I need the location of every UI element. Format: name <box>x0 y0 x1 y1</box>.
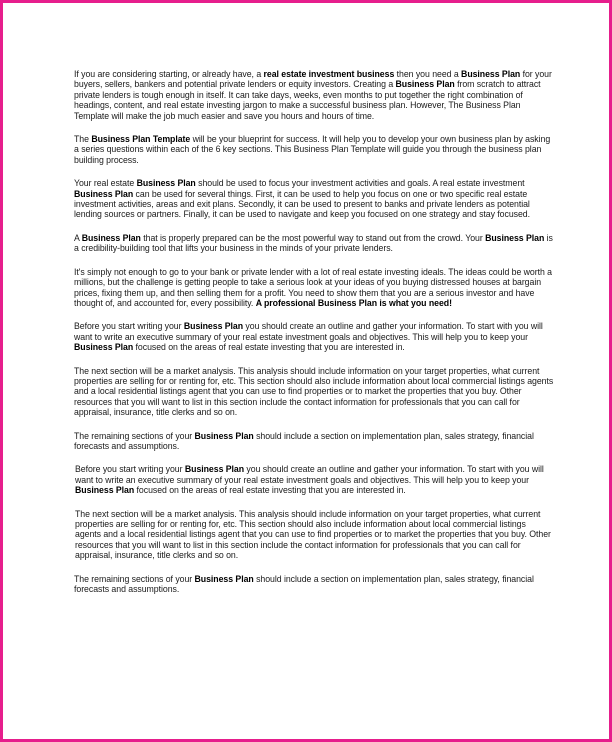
paragraph <box>74 267 554 309</box>
bold-text: Business Plan <box>461 69 521 79</box>
text-run: A <box>74 232 82 243</box>
text-run: The <box>74 134 92 145</box>
paragraph <box>74 574 554 595</box>
bold-text: Business Plan <box>184 464 245 475</box>
paragraph <box>74 233 554 254</box>
bold-text: A professional Business Plan is what you need! <box>255 297 452 308</box>
paragraph <box>74 366 554 418</box>
text-run: should include a section on implementation plan, sales strategy, financial forecasts and assumptions. <box>74 573 534 595</box>
bold-text: Business Plan <box>81 232 141 243</box>
paragraph <box>74 134 554 165</box>
paragraph <box>74 178 554 220</box>
text-run: you should create an outline and gather your information. To start with you will want to write an executive summary of your real estate investment goals and objectives. This will help you to keep your <box>74 321 543 342</box>
text-run: for your buyers, sellers, bankers and potential private lenders or equity investors. Creating a <box>74 69 552 90</box>
text-run: will be your blueprint for success. It will help you to develop your own business plan by asking a series questions within each of the 6 key sections. This Business Plan Template will guide you through the business plan building process. <box>74 134 551 165</box>
bold-text: Business Plan Template <box>91 134 191 145</box>
text-run: Your real estate <box>74 178 137 189</box>
text-run: you should create an outline and gather your information. To start with you will want to write an executive summary of your real estate investment goals and objectives. This will help you to keep your <box>75 464 544 485</box>
document-body <box>74 69 554 607</box>
bold-text: Business Plan <box>183 321 244 332</box>
text-run: It's simply not enough to go to your bank or private lender with a lot of real estate investing ideals. The ideas could be worth a millions, but the challenge is getting people to take a serious look at your ideas of you buying distressed houses at bargain prices, fixing them up, and then selling them for a profit. You need to show them that you are a serious investor and have thought of, and accounted for, every possibility. <box>74 266 552 308</box>
text-run: The next section will be a market analysis. This analysis should include information on your target properties, what current properties are selling for or renting for, etc. This section should also include information about local commercial listings agents and a local residential listings agent that you can use to find properties or to market the properties that you buy. Other resources that you will want to list in this section include the contact information for professionals that you can call for appraisal, insurance, title clerks and so on. <box>75 508 551 561</box>
bold-text: Business Plan <box>74 188 134 199</box>
text-run: can be used for several things. First, it can be used to help you focus on one or two specific real estate investment activities, areas and exit plans. Secondly, it can be used to present to banks and private lenders as potential lending sources or partners. Finally, it can be used to navigate and keep you focused on one strategy and stay focused. <box>74 188 530 220</box>
text-run: from scratch to attract private lenders is tough enough in itself. It can take days, weeks, even months to put together the right combination of headings, content, and real estate investing jargon to make a successful business plan. However, The Business Plan Template will make the job much easier and save you hours and hours of time. <box>74 79 541 121</box>
text-run: focused on the areas of real estate investing that you are interested in. <box>134 485 406 496</box>
paragraph <box>74 69 554 121</box>
text-run: The next section will be a market analysis. This analysis should include information on your target properties, what current properties are selling for or renting for, etc. This section should also include information about local commercial listings agents and a local residential listings agent that you can use to find properties or to market the properties that you buy. Other resources that you will want to list in this section include the contact information for professionals that you can call for appraisal, insurance, title clerks and so on. <box>74 365 554 418</box>
paragraph <box>75 464 554 495</box>
text-run: should include a section on implementation plan, sales strategy, financial forecasts and assumptions. <box>74 430 534 451</box>
paragraph <box>75 509 554 561</box>
bold-text: Business Plan <box>136 178 196 189</box>
bold-text: Business Plan <box>194 573 254 584</box>
bold-text: Business Plan <box>485 232 545 243</box>
paragraph <box>74 321 554 352</box>
bold-text: Business Plan <box>395 79 455 90</box>
text-run: The remaining sections of your <box>74 430 195 441</box>
paragraph <box>74 431 554 452</box>
text-run: is a credibility-building tool that lifts your business in the minds of your private lenders. <box>74 232 553 254</box>
text-run: If you are considering starting, or already have, a <box>74 69 264 79</box>
text-run: Before you start writing your <box>74 321 184 332</box>
text-run: that is properly prepared can be the most powerful way to stand out from the crowd. Your <box>140 232 486 243</box>
text-run: Before you start writing your <box>75 464 185 475</box>
text-run: should be used to focus your investment activities and goals. A real estate investment <box>195 178 525 189</box>
bold-text: Business Plan <box>194 430 254 441</box>
text-run: then you need a <box>394 69 462 79</box>
bold-text: real estate investment business <box>263 69 395 79</box>
bold-text: Business Plan <box>75 485 135 496</box>
bold-text: Business Plan <box>74 342 134 353</box>
text-run: focused on the areas of real estate investing that you are interested in. <box>133 342 405 353</box>
text-run: The remaining sections of your <box>74 573 195 584</box>
